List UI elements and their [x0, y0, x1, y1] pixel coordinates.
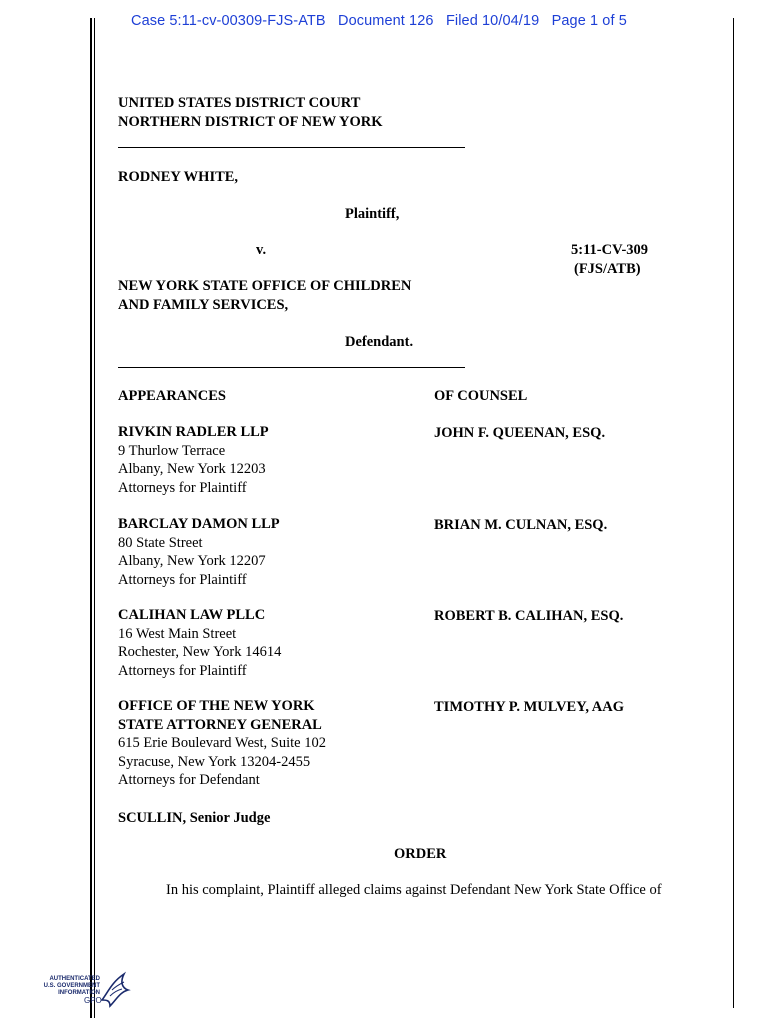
appearance-entry	[118, 697, 326, 790]
appearance-entry	[118, 515, 280, 589]
seal-text-line: INFORMATION	[58, 990, 100, 996]
counsel-name: BRIAN M. CULNAN, ESQ.	[434, 517, 608, 533]
counsel-name: TIMOTHY P. MULVEY, AAG	[434, 699, 625, 715]
seal-text-line: AUTHENTICATED	[49, 976, 100, 982]
firm-name: OFFICE OF THE NEW YORK	[118, 698, 315, 714]
firm-name: BARCLAY DAMON LLP	[118, 516, 280, 532]
firm-address-line: 9 Thurlow Terrace	[118, 442, 226, 459]
counsel-name: JOHN F. QUEENAN, ESQ.	[434, 425, 606, 441]
right-margin-rule	[733, 18, 734, 1008]
judge-initials: (FJS/ATB)	[574, 261, 641, 277]
appearance-entry	[118, 606, 281, 680]
court-name-line2: NORTHERN DISTRICT OF NEW YORK	[118, 114, 383, 130]
case-number: 5:11-CV-309	[571, 242, 649, 258]
counsel-name: ROBERT B. CALIHAN, ESQ.	[434, 608, 624, 624]
eagle-icon	[98, 970, 132, 1010]
plaintiff-name: RODNEY WHITE,	[118, 169, 239, 185]
firm-address-line: Syracuse, New York 13204-2455	[118, 753, 311, 770]
body-paragraph: In his complaint, Plaintiff alleged claims against Defendant New York State Office of	[166, 882, 662, 898]
plaintiff-role: Plaintiff,	[345, 206, 400, 222]
appearances-heading: APPEARANCES	[118, 388, 226, 404]
firm-address-line: 80 State Street	[118, 534, 203, 551]
firm-name: RIVKIN RADLER LLP	[118, 424, 269, 440]
firm-role: Attorneys for Defendant	[118, 772, 260, 788]
firm-address-line: Rochester, New York 14614	[118, 644, 282, 660]
appearance-entry	[118, 423, 269, 497]
left-margin-rule-inner	[94, 18, 95, 1018]
firm-address-line: 615 Erie Boulevard West, Suite 102	[118, 735, 326, 751]
firm-address-line: Albany, New York 12203	[118, 461, 266, 477]
gpo-authentication-seal	[40, 968, 135, 1013]
defendant-name-line1: NEW YORK STATE OFFICE OF CHILDREN	[118, 278, 412, 294]
court-name-line1: UNITED STATES DISTRICT COURT	[118, 95, 361, 111]
of-counsel-heading: OF COUNSEL	[434, 388, 528, 404]
left-margin-rule	[90, 18, 92, 1018]
firm-role: Attorneys for Plaintiff	[118, 571, 247, 588]
caption-bottom-rule	[118, 367, 465, 368]
firm-role: Attorneys for Plaintiff	[118, 662, 247, 679]
versus: v.	[256, 242, 267, 258]
firm-address-line: Albany, New York 12207	[118, 553, 266, 569]
judge-name: SCULLIN, Senior Judge	[118, 810, 271, 826]
defendant-role: Defendant.	[345, 334, 414, 350]
firm-address-line: 16 West Main Street	[118, 625, 237, 642]
firm-role: Attorneys for Plaintiff	[118, 479, 247, 496]
order-title: ORDER	[394, 846, 447, 862]
firm-name: CALIHAN LAW PLLC	[118, 607, 266, 623]
seal-text-line: U.S. GOVERNMENT	[43, 983, 100, 989]
firm-name: STATE ATTORNEY GENERAL	[118, 716, 322, 733]
defendant-name-line2: AND FAMILY SERVICES,	[118, 297, 289, 313]
caption-top-rule	[118, 147, 465, 148]
case-filing-header: Case 5:11-cv-00309-FJS-ATB Document 126 Filed 10/04/19 Page 1 of 5	[131, 13, 627, 29]
gpo-mark: GPO	[84, 996, 102, 1005]
